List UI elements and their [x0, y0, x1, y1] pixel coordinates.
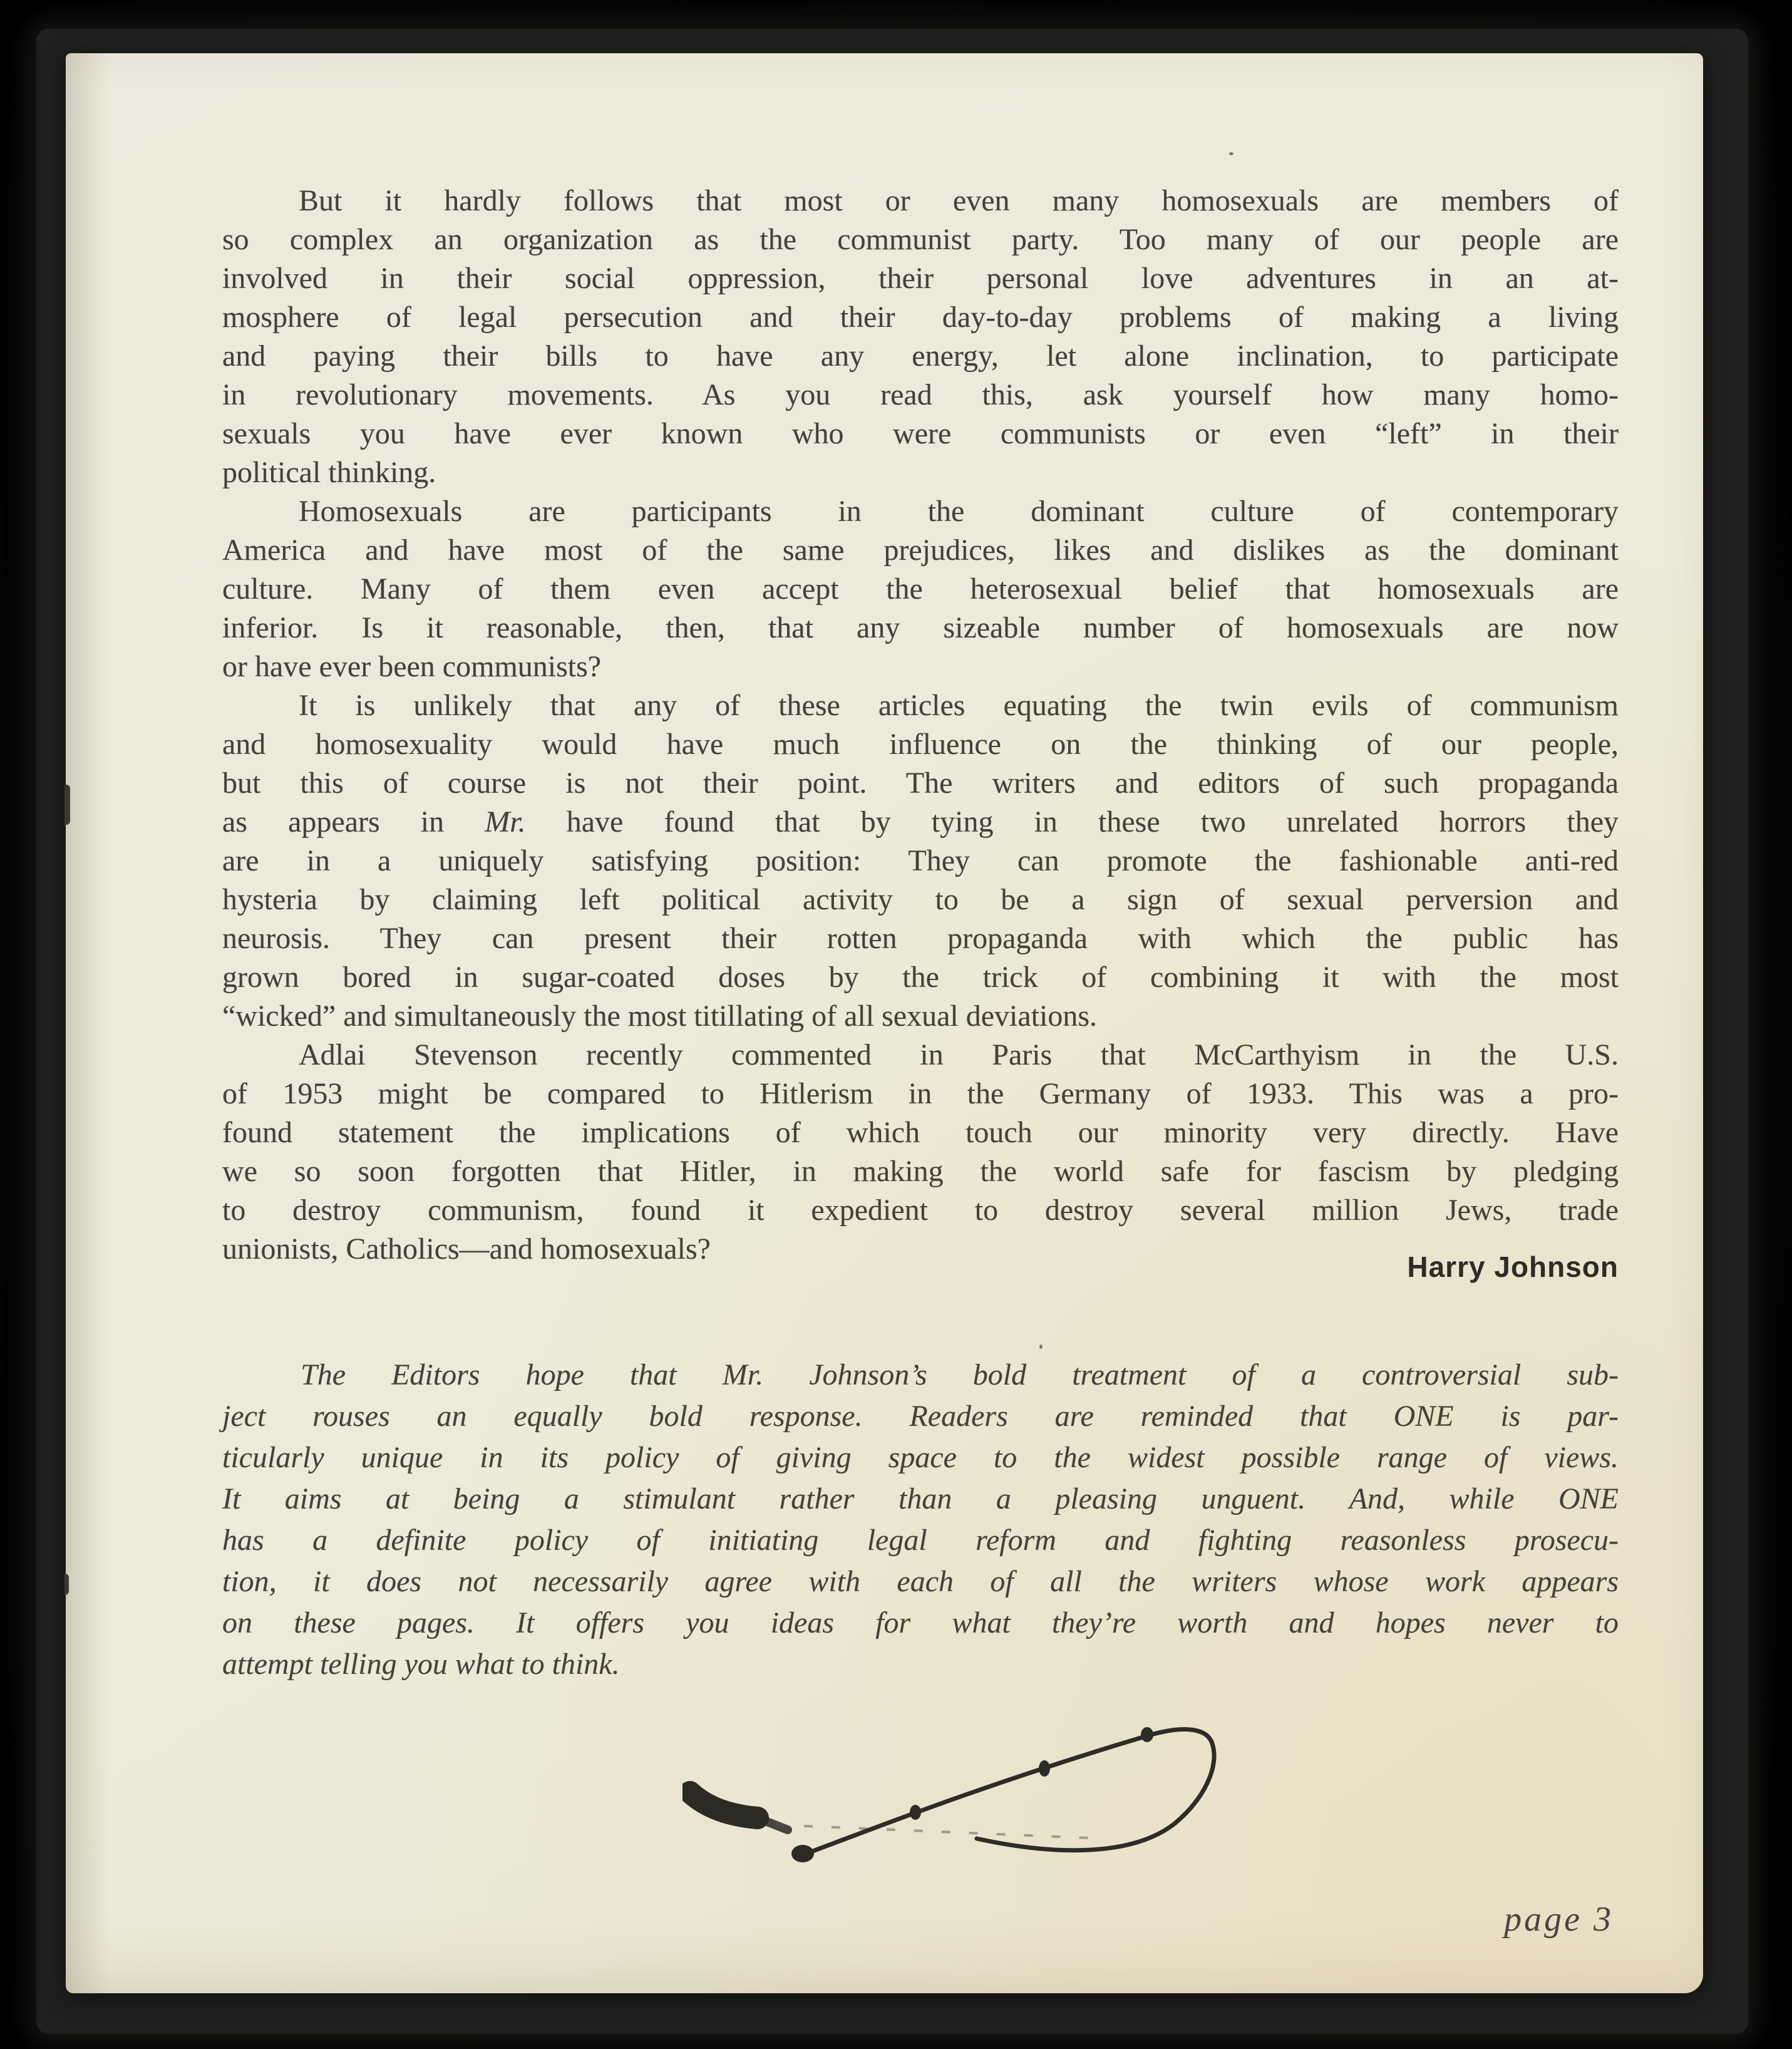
body-text-line: Homosexuals are participants in the dominant culture of contemporary — [299, 495, 1619, 528]
body-text-line: It is unlikely that any of these articles equating the twin evils of communism — [299, 689, 1619, 722]
body-text-line-with-italic — [222, 803, 1619, 842]
signature-start-knob — [791, 1845, 814, 1862]
body-text-line: culture. Many of them even accept the heterosexual belief that homosexuals are — [222, 572, 1619, 606]
editors-note-line: ticularly unique in its policy of giving space to the widest possible range of views. — [222, 1441, 1619, 1474]
body-text-line: Adlai Stevenson recently commented in Paris that McCarthyism in the U.S. — [299, 1038, 1619, 1071]
body-text-line: to destroy communism, found it expedient to destroy several million Jews, trade — [222, 1194, 1619, 1227]
body-text-line: and paying their bills to have any energy, let alone inclination, to participate — [222, 339, 1619, 373]
body-text-line: we so soon forgotten that Hitler, in making the world safe for fascism by pledging — [222, 1155, 1619, 1188]
paragraph-2 — [222, 492, 1619, 686]
signature-faint-dashes — [776, 1825, 1103, 1839]
handwritten-signature-flourish — [682, 1722, 1221, 1910]
paragraph-1 — [222, 182, 1619, 492]
line-segment: as appears in — [222, 805, 485, 839]
page-number: page 3 — [1504, 1900, 1614, 1939]
body-text-line: mosphere of legal persecution and their day-to-day problems of making a living — [222, 301, 1619, 334]
signature-ink-blob — [690, 1792, 758, 1818]
body-text-line: of 1953 might be compared to Hitlerism in the Germany of 1933. This was a pro- — [222, 1077, 1619, 1110]
paragraph-4 — [222, 1036, 1619, 1269]
body-text-line: found statement the implications of which touch our minority very directly. Have — [222, 1116, 1619, 1149]
editors-note-line: The Editors hope that Mr. Johnson’s bold treatment of a controversial sub- — [301, 1358, 1619, 1391]
paper-page — [66, 53, 1703, 1993]
body-text-line: hysteria by claiming left political activity to be a sign of sexual perversion and — [222, 883, 1619, 916]
line-segment: have found that by tying in these two unrelated horrors they — [525, 805, 1619, 839]
editors-note-line: It aims at being a stimulant rather than a pleasing unguent. And, while ONE — [222, 1482, 1619, 1515]
signature-dot — [910, 1805, 921, 1820]
editors-note-line: has a definite policy of initiating legal reform and fighting reasonless prosecu- — [222, 1524, 1619, 1557]
body-text-line: are in a uniquely satisfying position: They can promote the fashionable anti-red — [222, 844, 1619, 877]
body-text-line: grown bored in sugar-coated doses by the trick of combining it with the most — [222, 961, 1619, 994]
editors-note-line: tion, it does not necessarily agree with each of all the writers whose work appears — [222, 1565, 1619, 1598]
editors-note-line: ject rouses an equally bold response. Readers are reminded that ONE is par- — [222, 1400, 1619, 1433]
editors-note-line: on these pages. It offers you ideas for what they’re worth and hopes never to — [222, 1606, 1619, 1639]
signature-dot — [1039, 1760, 1050, 1777]
body-text-line: inferior. Is it reasonable, then, that any sizeable number of homosexuals are now — [222, 611, 1619, 644]
body-text-line: political thinking. — [222, 456, 436, 489]
paper-edge-nick — [64, 1574, 69, 1595]
magazine-title-italic: Mr. — [485, 805, 526, 839]
article-body — [222, 182, 1619, 1685]
author-byline: Harry Johnson — [1407, 1251, 1619, 1283]
paper-edge-nick — [64, 785, 70, 825]
paragraph-3 — [222, 686, 1619, 1036]
editors-note — [222, 1355, 1619, 1685]
body-text-line: but this of course is not their point. The writers and editors of such propaganda — [222, 766, 1619, 800]
body-text-line: sexuals you have ever known who were communists or even “left” in their — [222, 417, 1619, 450]
body-text-line: so complex an organization as the communist party. Too many of our people are — [222, 223, 1619, 256]
body-text-line: America and have most of the same prejudices, likes and dislikes as the dominant — [222, 534, 1619, 567]
body-text-line: or have ever been communists? — [222, 650, 602, 683]
editors-note-line: attempt telling you what to think. — [222, 1648, 620, 1681]
ink-speck — [1229, 152, 1233, 155]
body-text-line: neurosis. They can present their rotten propaganda with which the public has — [222, 922, 1619, 955]
body-text-line: in revolutionary movements. As you read this, ask yourself how many homo- — [222, 378, 1619, 411]
body-text-line: and homosexuality would have much influence on the thinking of our people, — [222, 728, 1619, 761]
body-text-line: “wicked” and simultaneously the most titillating of all sexual deviations. — [222, 999, 1098, 1033]
body-text-line: unionists, Catholics—and homosexuals? — [222, 1232, 711, 1266]
signature-dot — [1141, 1727, 1153, 1742]
signature-main-curve — [803, 1730, 1214, 1855]
body-text-line: involved in their social oppression, their personal love adventures in an at- — [222, 262, 1619, 295]
body-text-line: But it hardly follows that most or even many homosexuals are members of — [299, 184, 1619, 217]
